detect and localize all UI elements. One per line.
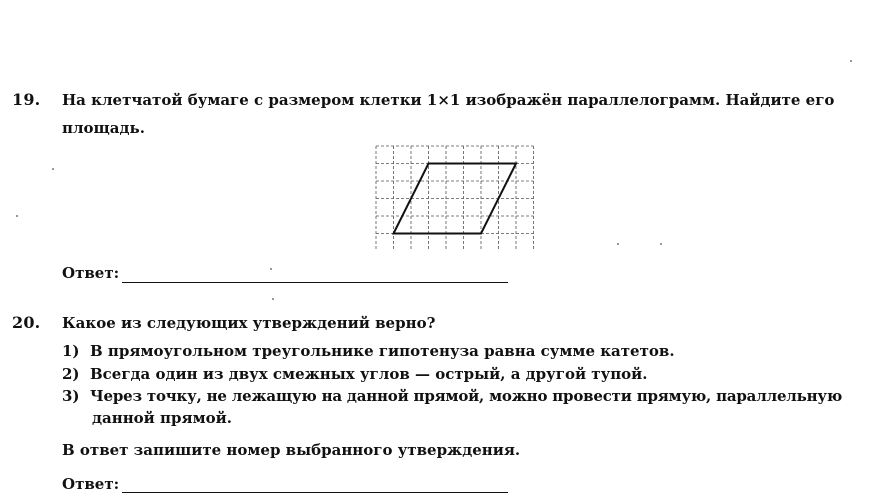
option-2-text: Всегда один из двух смежных углов — острый, а другой тупой.: [90, 365, 648, 383]
question-20-number: 20.: [12, 313, 41, 332]
parallelogram-shape: [394, 164, 517, 234]
scan-speck: [270, 268, 272, 270]
option-2-number: 2): [62, 365, 80, 383]
option-1-text: В прямоугольном треугольнике гипотенуза равна сумме катетов.: [90, 342, 675, 360]
option-1-number: 1): [62, 342, 80, 360]
scan-speck: [272, 298, 274, 300]
scan-speck: [850, 60, 852, 62]
question-20-answer-label: Ответ:: [62, 475, 120, 493]
question-19-text-line2: площадь.: [62, 119, 145, 137]
grid-paper: [372, 142, 534, 250]
question-20-answer-line[interactable]: [122, 492, 508, 493]
option-3-text-continued: данной прямой.: [92, 409, 232, 427]
question-20-text: Какое из следующих утверждений верно?: [62, 314, 436, 332]
question-19-text-line1: На клетчатой бумаге с размером клетки 1×1 изображён параллелограмм. Найдите его: [62, 91, 835, 109]
option-3-number: 3): [62, 387, 80, 405]
question-19-number: 19.: [12, 90, 41, 109]
scan-speck: [16, 215, 18, 217]
scan-speck: [52, 168, 54, 170]
parallelogram-figure: [372, 142, 534, 250]
question-19-answer-label: Ответ:: [62, 264, 120, 282]
option-3-text: Через точку, не лежащую на данной прямой, можно провести прямую, параллельную: [90, 387, 843, 405]
question-19-answer-line[interactable]: [122, 282, 508, 283]
scan-speck: [660, 243, 662, 245]
scan-speck: [617, 243, 619, 245]
question-20-instruction: В ответ запишите номер выбранного утверждения.: [62, 441, 521, 459]
